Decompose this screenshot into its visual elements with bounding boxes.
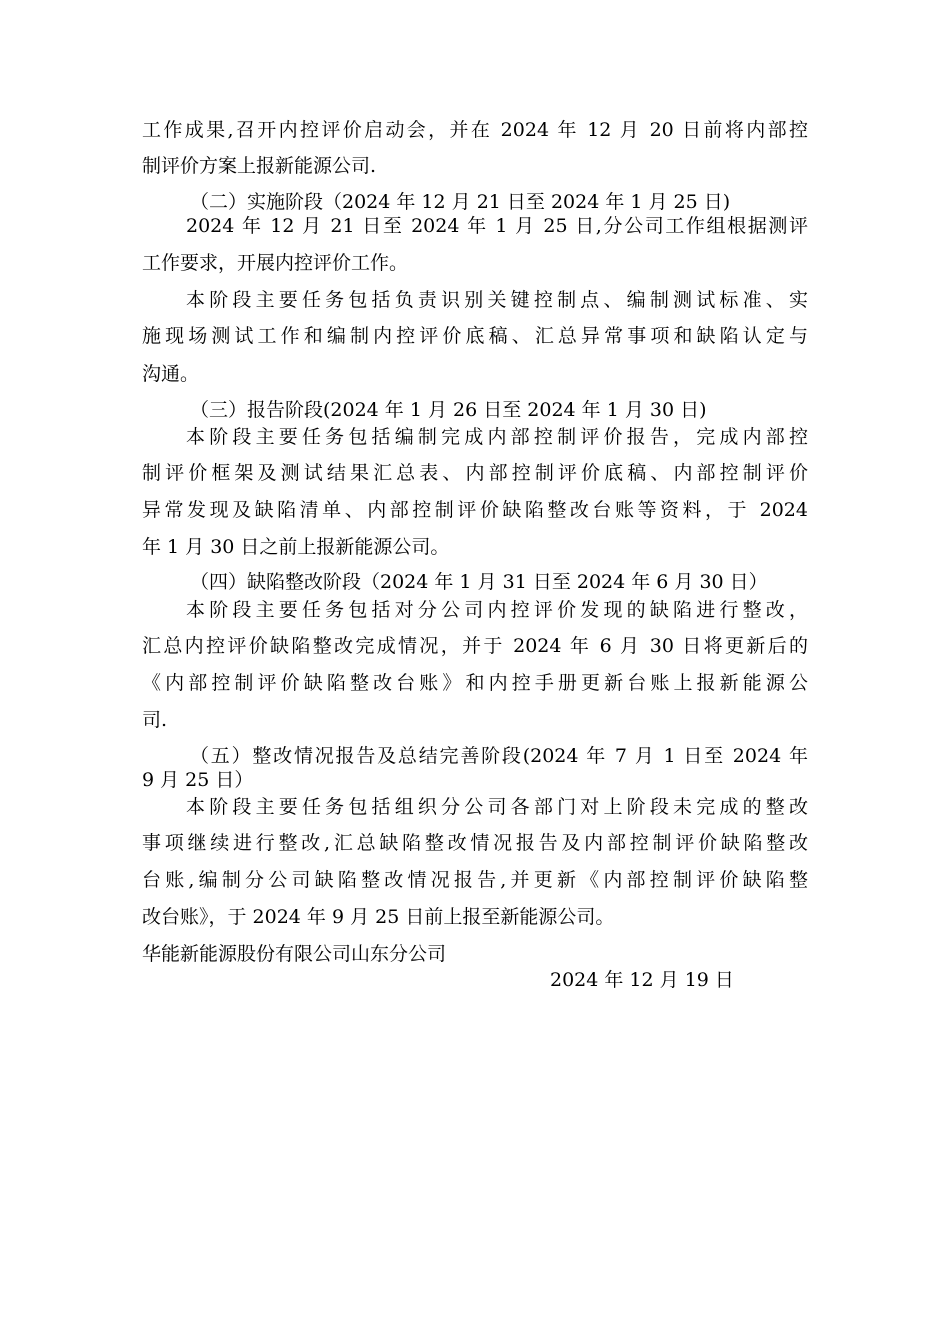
- signature-date: 2024 年 12 月 19 日: [550, 969, 734, 991]
- signature-company: 华能新能源股份有限公司山东分公司: [142, 943, 447, 965]
- paragraph-line: 《内部控制评价缺陷整改台账》和内控手册更新台账上报新能源公: [142, 672, 808, 694]
- section-heading-2: （二）实施阶段（2024 年 12 月 21 日至 2024 年 1 月 25 日): [190, 191, 731, 213]
- section-heading-5-cont: 9 月 25 日）: [142, 769, 254, 791]
- paragraph-line: 工作成果,召开内控评价启动会，并在 2024 年 12 月 20 日前将内部控: [142, 119, 808, 141]
- section-heading-5: （五）整改情况报告及总结完善阶段(2024 年 7 月 1 日至 2024 年: [190, 745, 808, 767]
- paragraph-line: 工作要求，开展内控评价工作。: [142, 252, 409, 274]
- paragraph-line: 台账,编制分公司缺陷整改情况报告,并更新《内部控制评价缺陷整: [142, 869, 808, 891]
- paragraph-line: 事项继续进行整改,汇总缺陷整改情况报告及内部控制评价缺陷整改: [142, 832, 808, 854]
- paragraph-line: 司.: [142, 709, 168, 731]
- paragraph-line: 本阶段主要任务包括负责识别关键控制点、编制测试标准、实: [186, 289, 808, 311]
- section-heading-4: （四）缺陷整改阶段（2024 年 1 月 31 日至 2024 年 6 月 30 日）: [190, 571, 768, 593]
- paragraph-line: 改台账》，于 2024 年 9 月 25 日前上报至新能源公司。: [142, 906, 615, 928]
- paragraph-line: 施现场测试工作和编制内控评价底稿、汇总异常事项和缺陷认定与: [142, 325, 808, 347]
- section-heading-3: （三）报告阶段(2024 年 1 月 26 日至 2024 年 1 月 30 日): [190, 399, 707, 421]
- paragraph-line: 本阶段主要任务包括对分公司内控评价发现的缺陷进行整改，: [186, 599, 808, 621]
- paragraph-line: 本阶段主要任务包括组织分公司各部门对上阶段未完成的整改: [186, 796, 808, 818]
- paragraph-line: 本阶段主要任务包括编制完成内部控制评价报告，完成内部控: [186, 426, 808, 448]
- paragraph-line: 年 1 月 30 日之前上报新能源公司。: [142, 536, 450, 558]
- paragraph-line: 汇总内控评价缺陷整改完成情况，并于 2024 年 6 月 30 日将更新后的: [142, 635, 808, 657]
- paragraph-line: 制评价方案上报新能源公司.: [142, 155, 377, 177]
- paragraph-line: 沟通。: [142, 363, 200, 385]
- paragraph-line: 2024 年 12 月 21 日至 2024 年 1 月 25 日,分公司工作组根据测评: [186, 215, 808, 237]
- paragraph-line: 异常发现及缺陷清单、内部控制评价缺陷整改台账等资料，于 2024: [142, 499, 808, 521]
- paragraph-line: 制评价框架及测试结果汇总表、内部控制评价底稿、内部控制评价: [142, 462, 808, 484]
